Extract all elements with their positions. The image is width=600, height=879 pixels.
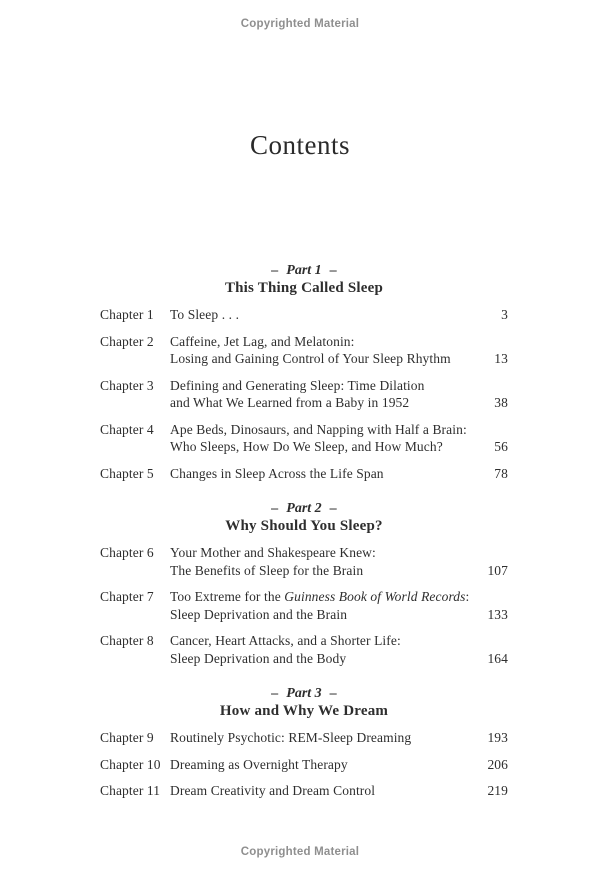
- title-text: To Sleep . . .: [170, 307, 240, 322]
- title-text: Routinely Psychotic: REM-Sleep Dreaming: [170, 730, 412, 745]
- chapter-label: Chapter 9: [100, 730, 154, 745]
- title-text: Caffeine, Jet Lag, and Melatonin:: [170, 333, 355, 349]
- page-number: 56: [494, 439, 508, 454]
- chapter-title-line: [170, 588, 474, 606]
- chapter-title-line: [170, 650, 474, 668]
- chapter-title-line: [170, 729, 474, 747]
- title-text: Dreaming as Overnight Therapy: [170, 756, 348, 772]
- chapter-label: Chapter 3: [100, 377, 154, 393]
- title-text: Changes in Sleep Across the Life Span: [170, 465, 384, 481]
- toc-row: [100, 306, 508, 324]
- part-title: This Thing Called Sleep: [224, 280, 384, 296]
- part-dash-left: –: [271, 501, 279, 516]
- chapter-title-line: [170, 394, 474, 412]
- chapter-label: Chapter 5: [100, 465, 154, 481]
- title-text: Too Extreme for the: [170, 589, 285, 604]
- chapter-label: Chapter 1: [100, 307, 154, 322]
- toc-row: [100, 377, 508, 412]
- chapter-title-line: [170, 350, 474, 368]
- part-label: [100, 262, 508, 279]
- chapter-label: Chapter 10: [100, 756, 161, 772]
- part-label-text: Part 1: [286, 263, 322, 278]
- chapter-title-line: [170, 438, 474, 456]
- page-number: 107: [487, 562, 508, 578]
- part-dash-left: –: [271, 686, 279, 701]
- title-text: Sleep Deprivation and the Body: [170, 650, 347, 666]
- toc-row: [100, 588, 508, 623]
- chapter-title-line: [170, 562, 474, 580]
- chapter-title-line: [170, 606, 474, 624]
- toc-part: [100, 262, 508, 482]
- copyright-notice-top: Copyrighted Material: [240, 18, 360, 30]
- chapter-title-line: [170, 421, 474, 439]
- page-number: 13: [494, 351, 508, 366]
- chapter-label: Chapter 2: [100, 333, 154, 349]
- chapter-title-line: [170, 782, 474, 800]
- part-dash-right: –: [329, 263, 337, 278]
- toc-row: [100, 782, 508, 800]
- chapter-title-line: [170, 333, 474, 351]
- toc-row: [100, 729, 508, 747]
- title-text: :: [465, 589, 470, 604]
- chapter-title: [170, 465, 474, 483]
- toc-part: [100, 500, 508, 667]
- chapter-title: [170, 333, 474, 368]
- toc-row: [100, 544, 508, 579]
- toc: [100, 262, 508, 800]
- chapter-label: Chapter 4: [100, 421, 154, 437]
- part-heading: [100, 262, 508, 297]
- title-text: Defining and Generating Sleep: Time Dilation: [170, 377, 425, 393]
- page-number: 193: [487, 730, 508, 745]
- part-label-text: Part 3: [286, 686, 322, 701]
- chapter-title: [170, 588, 474, 623]
- copyright-notice-bottom: Copyrighted Material: [240, 846, 360, 858]
- title-text: The Benefits of Sleep for the Brain: [170, 562, 364, 578]
- part-dash-right: –: [329, 686, 337, 701]
- part-heading: [100, 685, 508, 720]
- chapter-title: [170, 544, 474, 579]
- chapter-title: [170, 729, 474, 747]
- chapter-title-line: [170, 465, 474, 483]
- title-text: Your Mother and Shakespeare Knew:: [170, 545, 376, 560]
- chapter-title: [170, 756, 474, 774]
- page-number: 164: [487, 650, 508, 666]
- chapter-title: [170, 377, 474, 412]
- chapter-title-line: [170, 377, 474, 395]
- chapter-label: Chapter 8: [100, 633, 154, 648]
- title-text: and What We Learned from a Baby in 1952: [170, 395, 410, 410]
- chapter-title: [170, 632, 474, 667]
- page-number: 206: [487, 756, 508, 772]
- chapter-title: [170, 306, 474, 324]
- part-label: [100, 685, 508, 702]
- chapter-title-line: [170, 756, 474, 774]
- part-label: [100, 500, 508, 517]
- toc-row: [100, 465, 508, 483]
- title-text: Ape Beds, Dinosaurs, and Napping with Half a Brain:: [170, 421, 467, 437]
- page-number: 78: [494, 465, 508, 481]
- part-title: How and Why We Dream: [219, 703, 389, 719]
- chapter-title-line: [170, 544, 474, 562]
- chapter-title: [170, 421, 474, 456]
- part-title: Why Should You Sleep?: [225, 518, 383, 534]
- toc-row: [100, 632, 508, 667]
- page-number: 219: [487, 783, 508, 798]
- page-number: 133: [487, 606, 508, 622]
- page-title: Contents: [249, 130, 350, 160]
- page-number: 38: [494, 395, 508, 410]
- title-text: Losing and Gaining Control of Your Sleep Rhythm: [170, 351, 451, 366]
- part-heading: [100, 500, 508, 535]
- chapter-label: Chapter 6: [100, 545, 154, 560]
- part-dash-right: –: [329, 501, 337, 516]
- chapter-title: [170, 782, 474, 800]
- part-dash-left: –: [271, 263, 279, 278]
- title-text: Cancer, Heart Attacks, and a Shorter Life:: [170, 633, 401, 648]
- toc-row: [100, 756, 508, 774]
- title-text: Dream Creativity and Dream Control: [170, 783, 376, 798]
- book-title-italic: Guinness Book of World Records: [284, 589, 466, 604]
- chapter-label: Chapter 11: [100, 783, 161, 798]
- title-text: Sleep Deprivation and the Brain: [170, 606, 348, 622]
- chapter-label: Chapter 7: [100, 589, 154, 604]
- page-number: 3: [501, 307, 508, 322]
- toc-row: [100, 421, 508, 456]
- toc-row: [100, 333, 508, 368]
- title-text: Who Sleeps, How Do We Sleep, and How Much?: [170, 439, 443, 454]
- toc-part: [100, 685, 508, 800]
- part-label-text: Part 2: [286, 501, 322, 516]
- chapter-title-line: [170, 632, 474, 650]
- chapter-title-line: [170, 306, 474, 324]
